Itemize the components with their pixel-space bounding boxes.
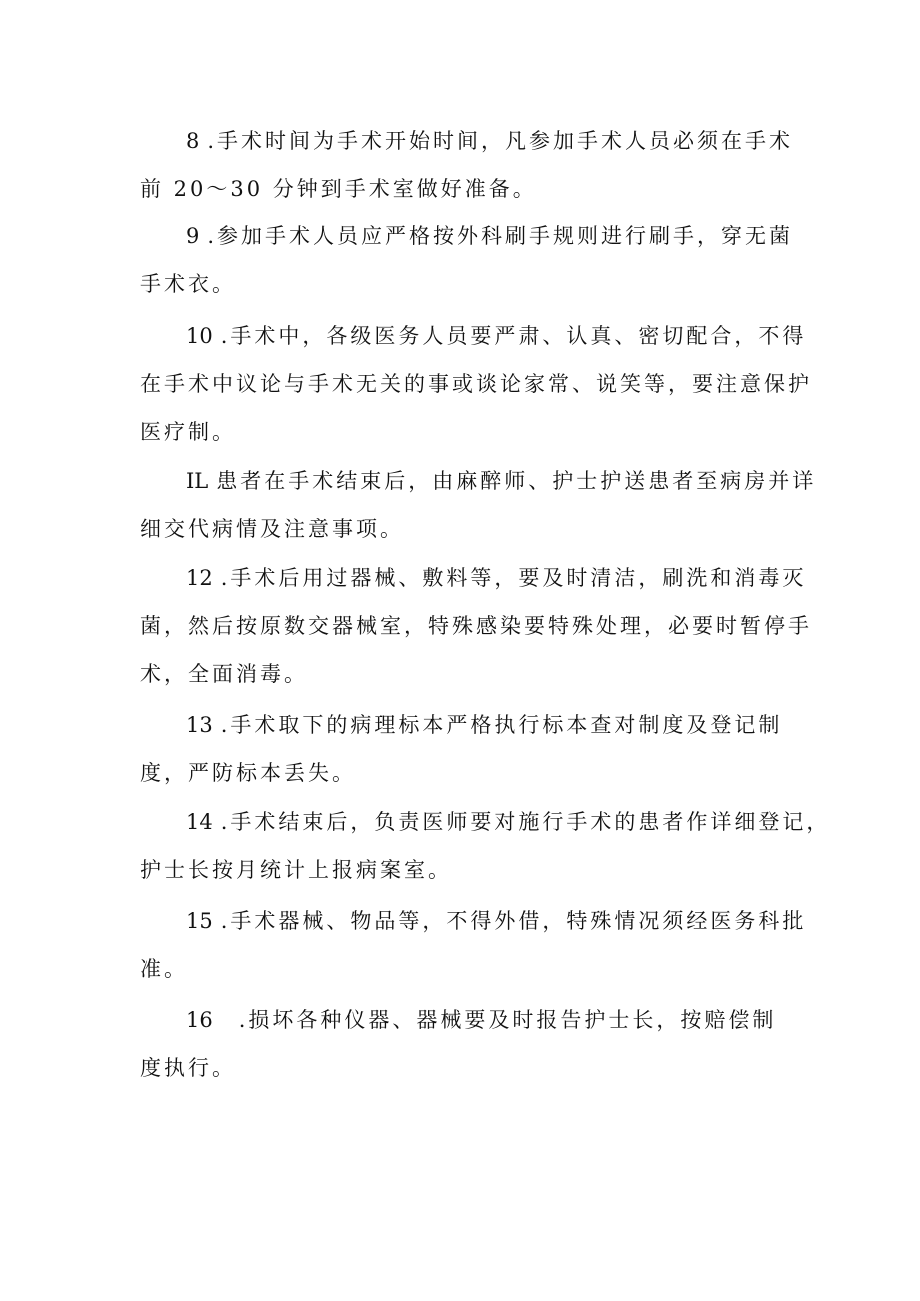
paragraph-item-16 [140, 996, 790, 1092]
line-text: .手术中，各级医务人员要严肃、认真、密切配合，不得 [220, 324, 807, 348]
item-number: 16 [186, 1008, 213, 1032]
line-text: .损坏各种仪器、器械要及时报告护士长，按赔偿制 [238, 1008, 777, 1032]
paragraph-line [140, 312, 807, 360]
paragraph-line: 护士长按月统计上报病案室。 [140, 858, 452, 882]
paragraph-line [140, 212, 794, 260]
line-text: .手术结束后，负责医师要对施行手术的患者作详细登记， [220, 810, 831, 834]
paragraph-line: 准。 [140, 957, 188, 981]
item-number: 13 [186, 713, 213, 737]
paragraph-item-13 [140, 701, 790, 797]
line-text: .手术时间为手术开始时间，凡参加手术人员必须在手术 [207, 129, 794, 153]
item-number: IL [186, 469, 209, 493]
paragraph-line: 医疗制。 [140, 420, 236, 444]
paragraph-line: 度执行。 [140, 1056, 236, 1080]
paragraph-line: 度，严防标本丢失。 [140, 761, 356, 785]
paragraph-item-9 [140, 212, 794, 308]
item-number: 9 [186, 224, 200, 248]
paragraph-item-14 [140, 798, 831, 894]
paragraph-line [140, 457, 817, 505]
item-number: 8 [186, 129, 200, 153]
paragraph-line [140, 554, 807, 602]
line-text: .手术后用过器械、敷料等，要及时清洁，刷洗和消毒灭 [220, 566, 807, 590]
paragraph-line [140, 701, 790, 749]
paragraph-line [140, 897, 807, 945]
item-number: 10 [186, 324, 213, 348]
paragraph-line: 前 20～30 分钟到手术室做好准备。 [140, 177, 537, 201]
paragraph-item-11 [140, 457, 817, 553]
line-text: .手术取下的病理标本严格执行标本查对制度及登记制 [220, 713, 783, 737]
paragraph-line: 手术衣。 [140, 272, 236, 296]
paragraph-item-12 [140, 554, 812, 698]
item-number: 15 [186, 909, 213, 933]
item-number: 12 [186, 566, 213, 590]
paragraph-line [140, 996, 790, 1044]
paragraph-item-10 [140, 312, 812, 456]
paragraph-line [140, 117, 794, 165]
paragraph-line: 细交代病情及注意事项。 [140, 517, 404, 541]
paragraph-line: 菌，然后按原数交器械室，特殊感染要特殊处理，必要时暂停手 [140, 614, 812, 638]
line-text: .参加手术人员应严格按外科刷手规则进行刷手，穿无菌 [207, 224, 794, 248]
line-text: 患者在手术结束后，由麻醉师、护士护送患者至病房并详 [216, 469, 817, 493]
line-text: .手术器械、物品等，不得外借，特殊情况须经医务科批 [220, 909, 807, 933]
paragraph-line: 在手术中议论与手术无关的事或谈论家常、说笑等，要注意保护 [140, 372, 812, 396]
item-number: 14 [186, 810, 213, 834]
paragraph-item-8 [140, 117, 794, 213]
paragraph-line [140, 798, 831, 846]
paragraph-line: 术，全面消毒。 [140, 662, 308, 686]
paragraph-item-15 [140, 897, 807, 993]
